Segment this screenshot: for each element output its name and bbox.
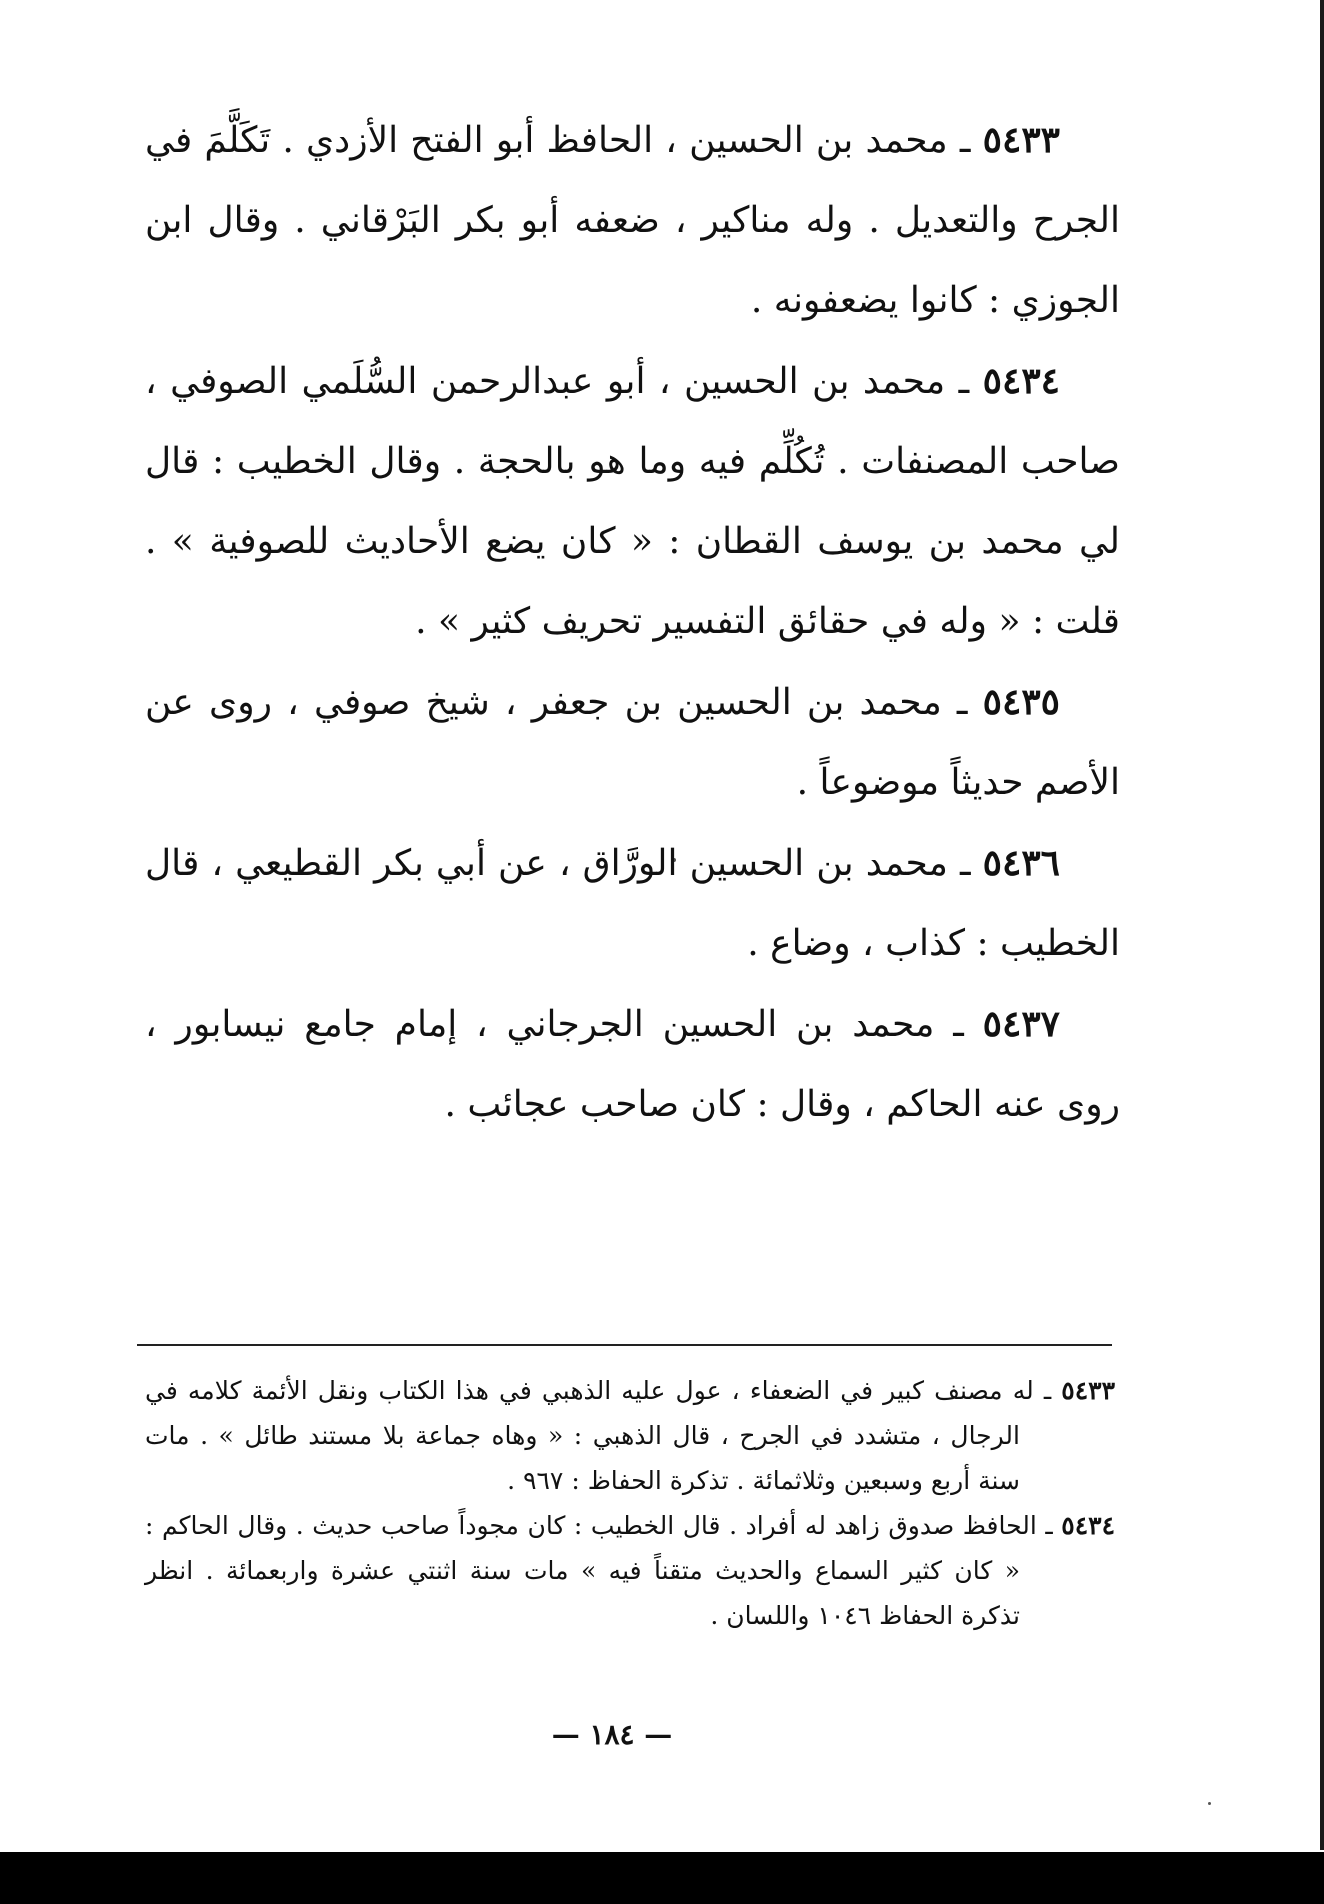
entry-dash: ـ — [934, 1004, 964, 1045]
entry-number: ٥٤٣٧ — [982, 1003, 1060, 1045]
entry-dash: ـ — [947, 843, 971, 884]
footnotes — [145, 1368, 1115, 1638]
entry-text: محمد بن الحسين ، أبو عبدالرحمن السُّلَمي الصوفي ، صاحب المصنفات . تُكُلِّم فيه وما هو بالحجة . وقال الخطيب : قال لي محمد بن يوسف القطان : « كان يضع الأحاديث للصوفية » . قلت : « وله في حقائق التفسير تحريف كثير » . — [145, 361, 1120, 642]
main-text — [145, 100, 1120, 1145]
footnote-text: الحافظ صدوق زاهد له أفراد . قال الخطيب : كان مجوداً صاحب حديث . وقال الحاكم : « كان كثير السماع والحديث متقناً فيه » مات سنة اثنتي عشرة واربعمائة . انظر تذكرة الحفاظ ١٠٤٦ واللسان . — [145, 1511, 1037, 1630]
scan-edge — [1320, 0, 1324, 1850]
entry-number: ٥٤٣٤ — [982, 360, 1060, 402]
entry — [145, 823, 1120, 984]
entry-dash: ـ — [941, 682, 968, 723]
footnote-dash: ـ — [1036, 1511, 1053, 1540]
entry-number: ٥٤٣٥ — [982, 681, 1060, 723]
entry-number: ٥٤٣٣ — [982, 119, 1060, 161]
scan-speck — [1208, 1802, 1211, 1805]
footnote — [145, 1368, 1115, 1503]
entry — [145, 984, 1120, 1145]
footnote-divider — [137, 1344, 1112, 1346]
footnote-number: ٥٤٣٣ — [1061, 1376, 1116, 1405]
page-number: — ١٨٤ — — [551, 1718, 673, 1751]
entry-text: محمد بن الحسين الورَّاق ، عن أبي بكر القطيعي ، قال الخطيب : كذاب ، وضاع . — [145, 843, 1120, 964]
entry-text: محمد بن الحسين بن جعفر ، شيخ صوفي ، روى عن الأصم حديثاً موضوعاً . — [145, 682, 1120, 803]
entry-dash: ـ — [945, 361, 970, 402]
entry-number: ٥٤٣٦ — [982, 842, 1061, 884]
entry — [145, 100, 1120, 341]
footnote-number: ٥٤٣٤ — [1061, 1511, 1115, 1540]
entry-text: محمد بن الحسين ، الحافظ أبو الفتح الأزدي . تَكَلَّمَ في الجرح والتعديل . وله مناكير ، ضعفه أبو بكر البَرْقاني . وقال ابن الجوزي : كانوا يضعفونه . — [145, 120, 1120, 321]
entry-dash: ـ — [947, 120, 971, 161]
entry — [145, 341, 1120, 662]
footnote-dash: ـ — [1033, 1376, 1052, 1405]
scan-bottom-border — [0, 1852, 1324, 1904]
footnote — [145, 1503, 1115, 1638]
entry-text: محمد بن الحسين الجرجاني ، إمام جامع نيسابور ، روى عنه الحاكم ، وقال : كان صاحب عجائب . — [145, 1004, 1120, 1125]
entry — [145, 662, 1120, 823]
footnote-text: له مصنف كبير في الضعفاء ، عول عليه الذهبي في هذا الكتاب ونقل الأئمة كلامه في الرجال ، متشدد في الجرح ، قال الذهبي : « وهاه جماعة بلا مستند طائل » . مات سنة أربع وسبعين وثلاثمائة . تذكرة الحفاظ : ٩٦٧ . — [145, 1376, 1034, 1495]
